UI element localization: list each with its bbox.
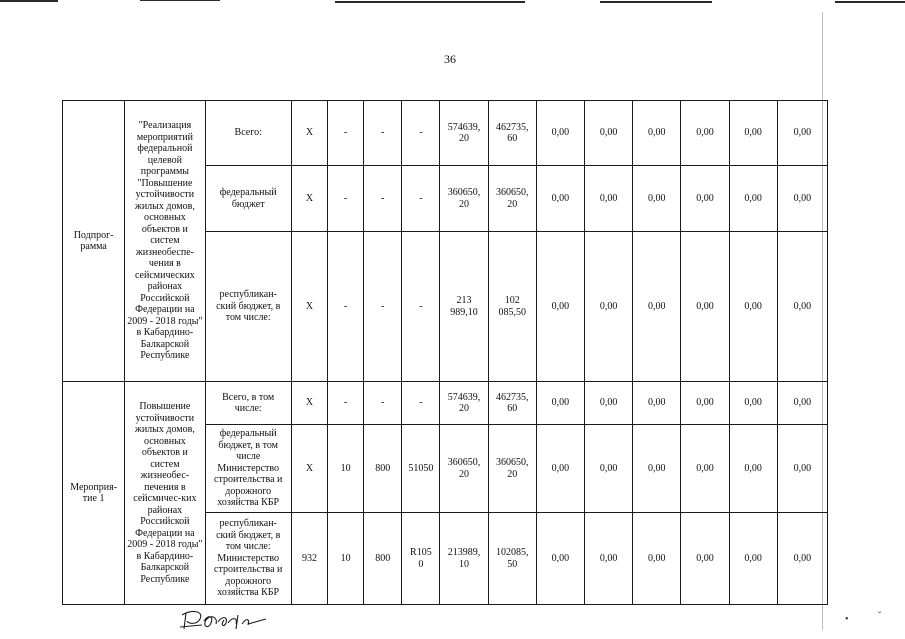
amount-cell: 574639, 20: [440, 101, 488, 166]
year-amount-cell: 0,00: [681, 425, 729, 513]
year-amount-cell: 0,00: [585, 425, 633, 513]
year-amount-cell: 0,00: [729, 382, 777, 425]
program-name-cell: "Реализация мероприятий федеральной целевой программы "Повышение устойчивости жилых домов, основных объектов и систем жизнеобеспе-чения в сейсмических районах Российской Федерации на 2009 - 2018 годы" в Кабардино-Балкарской Республике: [125, 101, 205, 382]
pr-cell: -: [364, 101, 402, 166]
amount-cell: 360650, 20: [440, 166, 488, 232]
year-amount-cell: 0,00: [729, 425, 777, 513]
handwritten-signature: [178, 607, 268, 633]
year-amount-cell: 0,00: [633, 166, 681, 232]
year-amount-cell: 0,00: [585, 382, 633, 425]
year-amount-cell: 0,00: [633, 382, 681, 425]
year-amount-cell: 0,00: [585, 232, 633, 382]
table-row: [63, 382, 828, 425]
pr-cell: -: [364, 232, 402, 382]
year-amount-cell: 0,00: [777, 232, 827, 382]
grbs-cell: Х: [291, 382, 327, 425]
funding-source-cell: Всего:: [205, 101, 291, 166]
year-amount-cell: 0,00: [633, 513, 681, 605]
year-amount-cell: 0,00: [681, 382, 729, 425]
csr-cell: -: [402, 232, 440, 382]
funding-source-cell: республикан- ский бюджет, в том числе: Министерство строительства и дорожного хозяйства КБР: [205, 513, 291, 605]
rz-cell: -: [328, 232, 364, 382]
year-amount-cell: 0,00: [536, 166, 584, 232]
amount-cell: 360650, 20: [440, 425, 488, 513]
section-type-cell: Подпрог- рамма: [63, 101, 125, 382]
funding-source-cell: федеральный бюджет: [205, 166, 291, 232]
year-amount-cell: 0,00: [681, 166, 729, 232]
year-amount-cell: 0,00: [536, 101, 584, 166]
rz-cell: -: [328, 382, 364, 425]
amount-cell: 574639, 20: [440, 382, 488, 425]
year-amount-cell: 0,00: [585, 513, 633, 605]
csr-cell: -: [402, 166, 440, 232]
year-amount-cell: 0,00: [536, 513, 584, 605]
budget-table: [62, 100, 828, 605]
scan-artifact-line: [140, 0, 220, 1]
page-number: 36: [444, 52, 456, 66]
year-amount-cell: 0,00: [777, 382, 827, 425]
csr-cell: 51050: [402, 425, 440, 513]
scan-mark: •: [845, 614, 849, 625]
amount-cell: 360650, 20: [488, 425, 536, 513]
amount-cell: 102085, 50: [488, 513, 536, 605]
pr-cell: -: [364, 166, 402, 232]
grbs-cell: Х: [291, 232, 327, 382]
scan-mark: ˇ: [878, 611, 882, 622]
csr-cell: -: [402, 382, 440, 425]
funding-source-cell: республикан- ский бюджет, в том числе:: [205, 232, 291, 382]
year-amount-cell: 0,00: [585, 166, 633, 232]
amount-cell: 213 989,10: [440, 232, 488, 382]
section-type-cell: Мероприя- тие 1: [63, 382, 125, 605]
year-amount-cell: 0,00: [585, 101, 633, 166]
year-amount-cell: 0,00: [536, 382, 584, 425]
grbs-cell: 932: [291, 513, 327, 605]
csr-cell: -: [402, 101, 440, 166]
scan-artifact-line: [335, 1, 525, 3]
pr-cell: 800: [364, 425, 402, 513]
year-amount-cell: 0,00: [536, 425, 584, 513]
grbs-cell: Х: [291, 166, 327, 232]
rz-cell: -: [328, 166, 364, 232]
year-amount-cell: 0,00: [681, 513, 729, 605]
pr-cell: -: [364, 382, 402, 425]
year-amount-cell: 0,00: [777, 513, 827, 605]
amount-cell: 462735, 60: [488, 382, 536, 425]
amount-cell: 213989, 10: [440, 513, 488, 605]
year-amount-cell: 0,00: [633, 232, 681, 382]
year-amount-cell: 0,00: [777, 101, 827, 166]
grbs-cell: Х: [291, 425, 327, 513]
scan-artifact-line: [600, 1, 712, 3]
scan-artifact-line: [835, 1, 905, 3]
year-amount-cell: 0,00: [633, 101, 681, 166]
table-row: [63, 101, 828, 166]
year-amount-cell: 0,00: [729, 166, 777, 232]
amount-cell: 102 085,50: [488, 232, 536, 382]
amount-cell: 360650, 20: [488, 166, 536, 232]
year-amount-cell: 0,00: [536, 232, 584, 382]
scan-artifact-line: [0, 0, 58, 2]
year-amount-cell: 0,00: [729, 101, 777, 166]
year-amount-cell: 0,00: [681, 232, 729, 382]
year-amount-cell: 0,00: [633, 425, 681, 513]
rz-cell: 10: [328, 513, 364, 605]
program-name-cell: Повышение устойчивости жилых домов, основных объектов и систем жизнеобес-печения в сейсмичес-ких районах Российской Федерации на 2009 - 2018 годы" в Кабардино-Балкарской Республике: [125, 382, 205, 605]
amount-cell: 462735, 60: [488, 101, 536, 166]
rz-cell: 10: [328, 425, 364, 513]
year-amount-cell: 0,00: [729, 513, 777, 605]
year-amount-cell: 0,00: [729, 232, 777, 382]
pr-cell: 800: [364, 513, 402, 605]
csr-cell: R105 0: [402, 513, 440, 605]
grbs-cell: Х: [291, 101, 327, 166]
year-amount-cell: 0,00: [777, 425, 827, 513]
funding-source-cell: Всего, в том числе:: [205, 382, 291, 425]
table-body: [63, 101, 828, 605]
rz-cell: -: [328, 101, 364, 166]
year-amount-cell: 0,00: [681, 101, 729, 166]
year-amount-cell: 0,00: [777, 166, 827, 232]
funding-source-cell: федеральный бюджет, в том числе Министерство строительства и дорожного хозяйства КБР: [205, 425, 291, 513]
